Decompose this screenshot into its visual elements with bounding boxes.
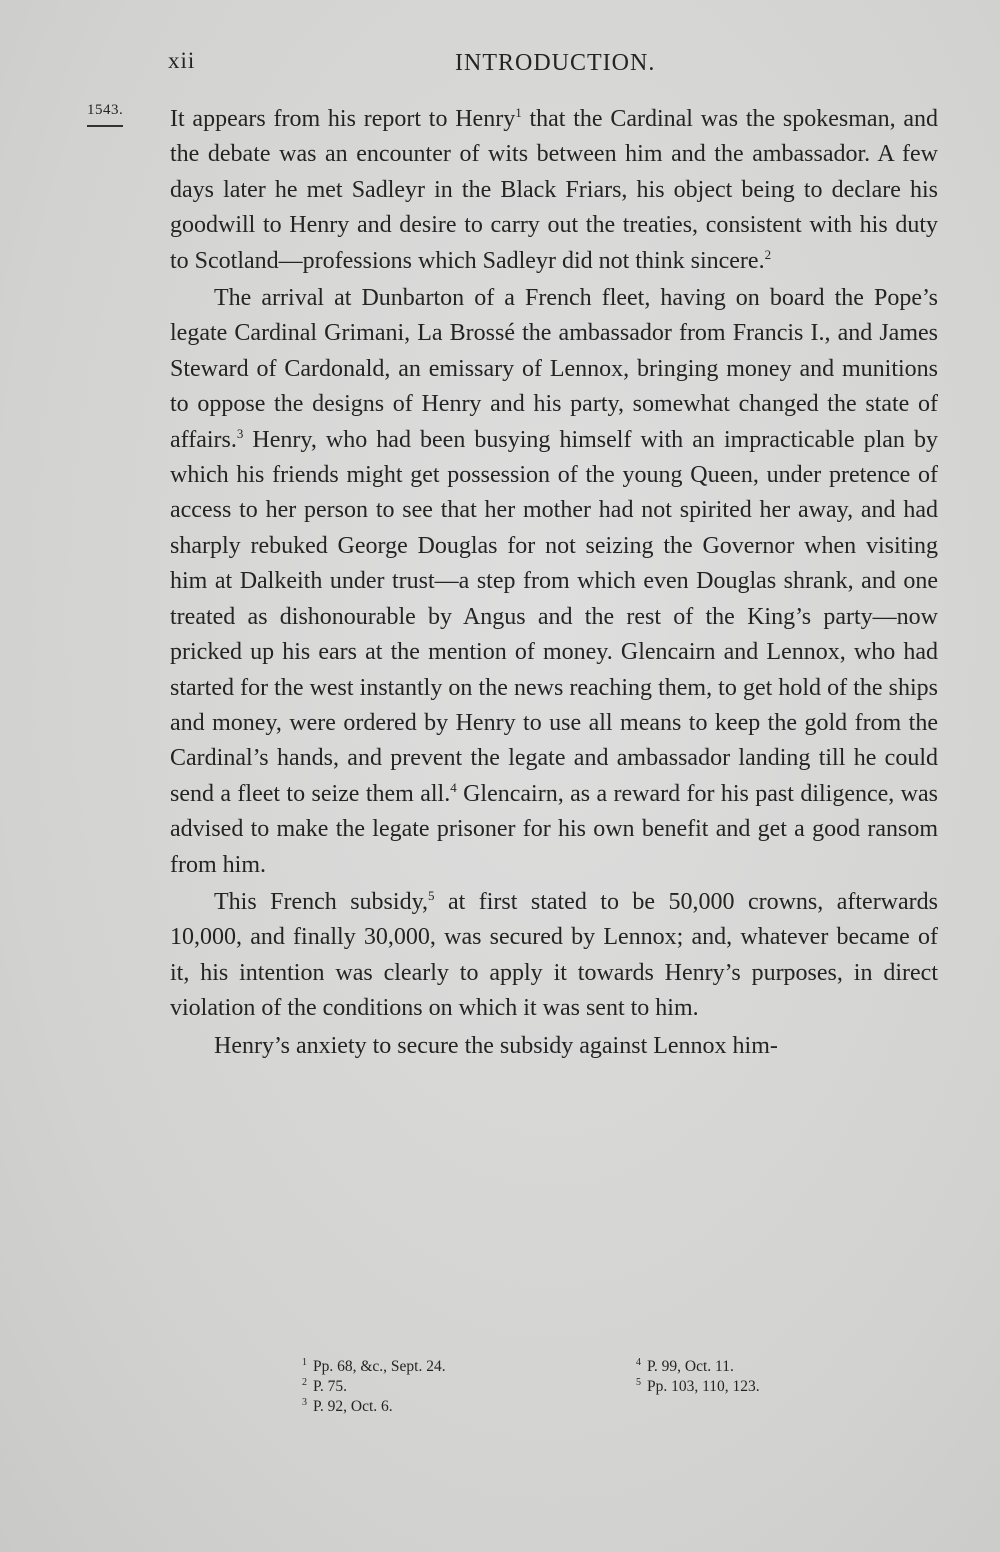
footnote-text: Pp. 103, 110, 123. — [647, 1378, 760, 1395]
footnote-mark: 1 — [302, 1357, 307, 1368]
footnote — [636, 1357, 760, 1377]
text-run: Henry, who had been busying himself with an impracticable plan by which his friends might get possession of the young Queen, under pretence of access to her person to see that her mother had not spirited her away, and had sharply rebuked George Douglas for not seizing the Governor when visiting him at Dalkeith under trust—a step from which even Douglas shrank, and one treated as dishonourable by Angus and the rest of the King’s party—now pricked up his ears at the mention of money. Glencairn and Lennox, who had started for the west instantly on the news reaching them, to get hold of the ships and money, were ordered by Henry to use all means to keep the gold from the Cardinal’s hands, and prevent the legate and ambassador landing till he could send a fleet to seize them all. — [170, 426, 938, 807]
text-run: Henry’s anxiety to secure the subsidy against Lennox him- — [214, 1032, 778, 1059]
footnote — [302, 1357, 446, 1377]
page-number: xii — [168, 48, 196, 73]
paragraph — [170, 885, 938, 1027]
footnote-text: P. 75. — [313, 1378, 348, 1395]
footnote-text: Pp. 68, &c., Sept. 24. — [313, 1358, 446, 1375]
footnote-ref[interactable]: 1 — [515, 105, 522, 120]
footnote-mark: 4 — [636, 1357, 641, 1368]
text-run: that the Cardinal was the spokesman, and the debate was an encounter of wits between him and the ambassador. A few days later he met Sadleyr in the Black Friars, his object being to declare his goodwill to Henry and desire to carry out the treaties, consistent with his duty to Scotland—professions which Sadleyr did not think sincere. — [170, 106, 939, 274]
paragraph — [170, 102, 938, 279]
text-run: at first stated to be 50,000 crowns, afterwards 10,000, and finally 30,000, was secured by Lennox; and, whatever became of it, his intention was clearly to apply it towards Henry’s purposes, in direct violation of the conditions on which it was sent to him. — [170, 888, 938, 1022]
body-text — [170, 102, 938, 1064]
text-run: This French subsidy, — [214, 888, 429, 915]
footnote-mark: 5 — [636, 1377, 641, 1388]
paragraph — [170, 1029, 938, 1064]
running-head: INTRODUCTION. — [455, 50, 656, 76]
text-run: Glencairn, as a reward for his past diligence, was advised to make the legate prisoner for his own benefit and get a good ransom from him. — [170, 780, 938, 878]
footnote-text: P. 99, Oct. 11. — [647, 1358, 734, 1375]
margin-rule — [87, 125, 123, 127]
footnote-ref[interactable]: 2 — [764, 246, 772, 262]
footnote — [302, 1397, 446, 1417]
footnote — [636, 1377, 760, 1397]
footnote-ref[interactable]: 4 — [450, 779, 457, 795]
footnote-ref[interactable]: 3 — [236, 425, 244, 441]
paragraph — [170, 281, 938, 883]
margin-year: 1543. — [87, 102, 124, 118]
text-run: The arrival at Dunbarton of a French fleet, having on board the Pope’s legate Cardinal Grimani, La Brossé the ambassador from Francis I., and James Steward of Cardonald, an emissary of Lennox, bringing money and munitions to oppose the designs of Henry and his party, somewhat changed the state of affairs. — [170, 285, 938, 453]
text-run: It appears from his report to Henry — [170, 106, 516, 132]
footnote-mark: 2 — [302, 1377, 307, 1388]
footnote — [302, 1377, 446, 1397]
footnote-ref[interactable]: 5 — [428, 887, 435, 903]
footnote-text: P. 92, Oct. 6. — [313, 1398, 393, 1415]
footnote-mark: 3 — [302, 1397, 307, 1408]
footnotes-right-column — [636, 1357, 760, 1397]
footnotes-left-column — [302, 1357, 446, 1417]
